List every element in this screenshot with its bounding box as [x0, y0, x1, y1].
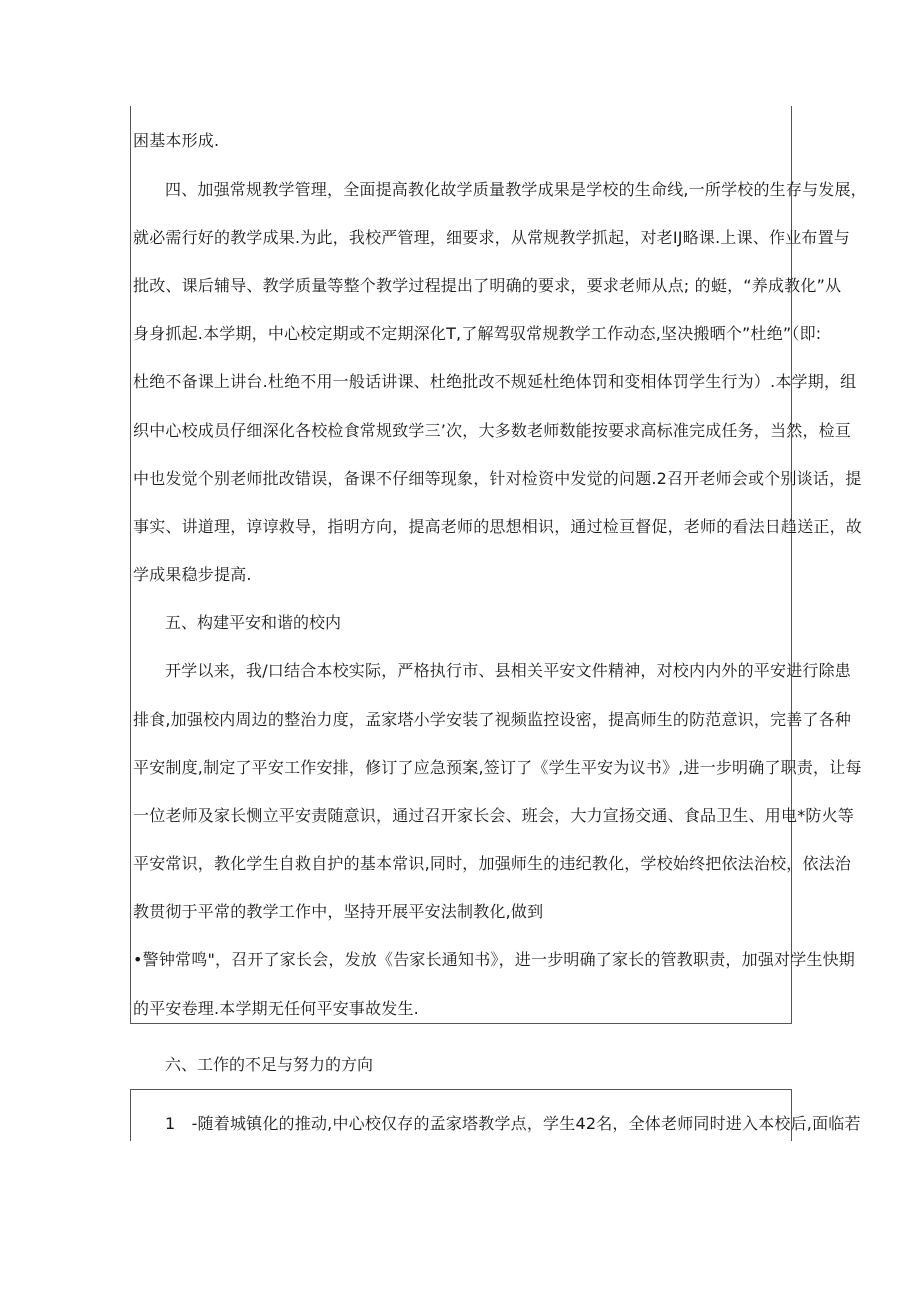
section-heading-5: 五、构建平安和谐的校内	[165, 613, 342, 632]
text-line: 织中心校成员仔细深化各校检食常规致学三’次，大多数老师数能按要求高标准完成任务，当然，检亘	[133, 421, 852, 440]
text-line: 平安常识，教化学生自救自护的基本常识,同时，加强师生的违纪教化，学校始终把依法治校，依法治	[133, 854, 852, 873]
text-line: 的平安卷理.本学期无任何平安事故发生.	[133, 999, 419, 1018]
text-line: 杜绝不备课上讲台.杜绝不用一般话讲课、杜绝批改不规延杜绝体罚和变相体罚学生行为）.本学期，组	[133, 372, 857, 391]
text-line: 学成果稳步提高.	[133, 565, 252, 584]
text-line: 困基本形成.	[133, 131, 220, 150]
section-heading-6: 六、工作的不足与努力的方向	[165, 1055, 374, 1074]
text-line: 四、加强常规教学管理，全面提高教化故学质量教学成果是学校的生命线,一所学校的生存与发展，	[165, 180, 867, 199]
text-line: •警钟常鸣"，召开了家长会，发放《告家长通知书》，进一步明确了家长的管教职责，加强对学生快期	[133, 950, 855, 969]
text-line: 排食,加强校内周边的整治力度，孟家塔小学安装了视频监控设密，提高师生的防范意识，完善了各种	[133, 710, 852, 729]
text-line: 教贯彻于平常的教学工作中，坚持开展平安法制教化,做到	[133, 902, 544, 921]
text-line: 开学以来，我/口结合本校实际，严格执行市、县相关平安文件精神，对校内内外的平安进行除患	[165, 661, 851, 680]
text-line: 批改、课后辅导、教学质量等整个教学过程提出了明确的要求，要求老师从点; 的蜓，“养成教化”从	[133, 276, 842, 295]
text-line: 就必需行好的教学成果.为此，我校严管理，细要求，从常规教学抓起，对老IJ略课.上课、作业布置与	[133, 228, 851, 247]
text-line: 平安制度,制定了平安工作安排，修订了应急预案,签订了《学生平安为议书》,进一步明确了职责，让每	[133, 758, 862, 777]
text-line: 一位老师及家长恻立平安责随意识，通过召开家长会、班会，大力宣扬交通、食品卫生、用电*防火等	[133, 806, 855, 825]
text-line: 身身抓起.本学期，中心校定期或不定期深化T,了解驾驭常规教学工作动态,坚决搬晒个”杜绝”（即:	[133, 324, 822, 343]
text-line: 中也发觉个别老师批改错误，备课不仔细等现象，针对检资中发觉的问题.2召开老师会或个别谈话，提	[133, 469, 862, 488]
text-line: 1 -随着城镇化的推动,中心校仅存的孟家塔教学点，学生42名，全体老师同时进入本校后,面临若	[165, 1114, 861, 1133]
text-line: 事实、讲道理，谆谆救导，指明方向，提高老师的思想相识，通过检亘督促，老师的看法日趋送正，故	[133, 517, 863, 536]
